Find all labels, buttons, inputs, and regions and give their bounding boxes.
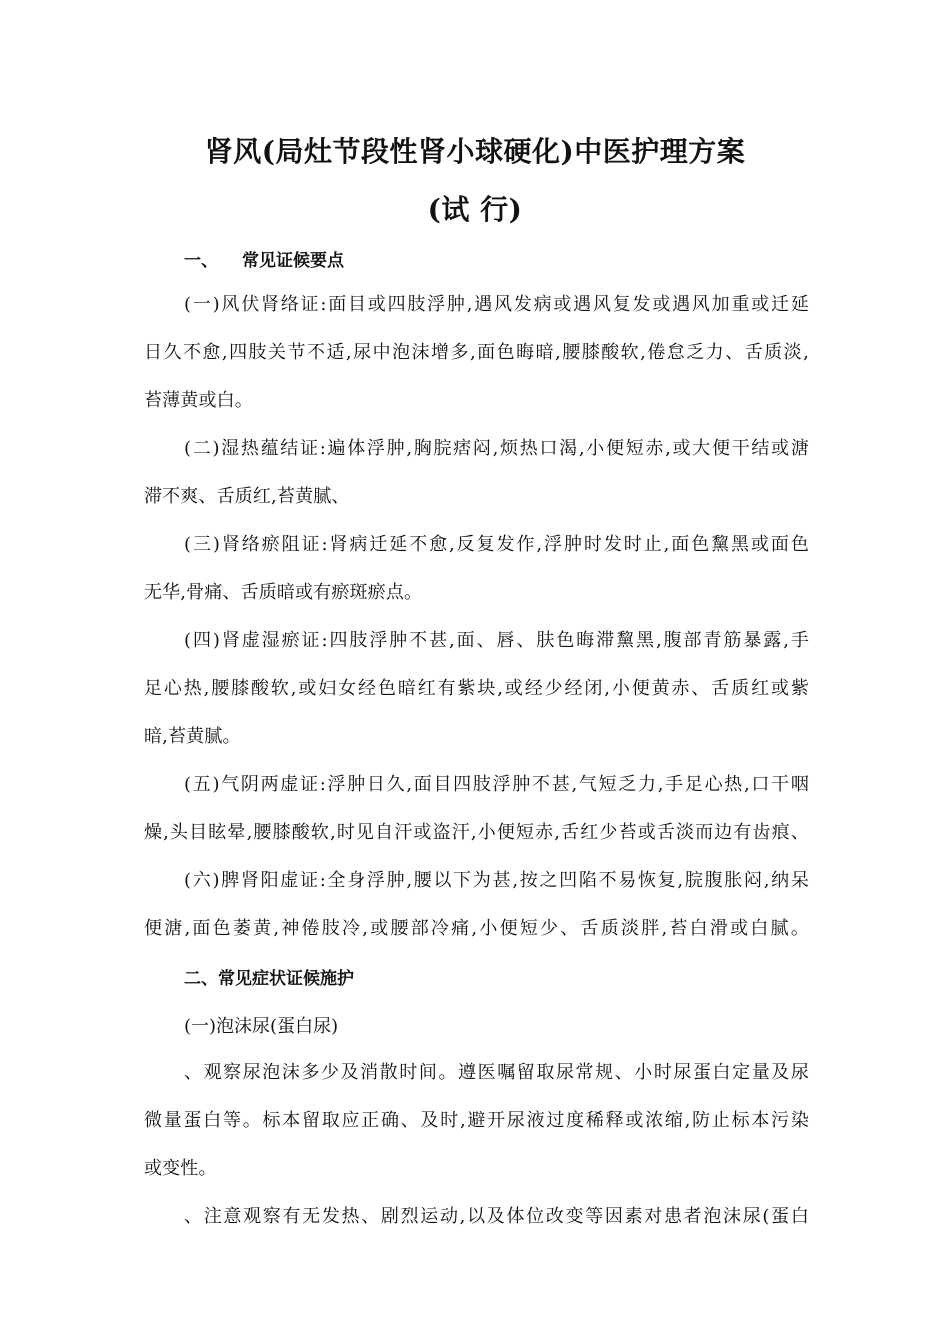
item-line: 、观察尿泡沫多少及消散时间。遵医嘱留取尿常规、小时尿蛋白定量及尿 [184, 1062, 809, 1083]
paragraph-line: 足心热,腰膝酸软,或妇女经色暗红有紫块,或经少经闭,小便黄赤、舌质红或紫 [144, 678, 809, 699]
section-number: 一、 [184, 251, 218, 271]
item-line: 或变性。 [144, 1158, 217, 1179]
section-title: 常见证候要点 [242, 251, 344, 271]
subsection-heading: (一)泡沫尿(蛋白尿) [184, 1016, 339, 1037]
paragraph-line: (三)肾络瘀阻证:肾病迁延不愈,反复发作,浮肿时发时止,面色黧黑或面色 [184, 534, 809, 555]
paragraph-line: 暗,苔黄腻。 [144, 726, 241, 747]
paragraph-line: (二)湿热蕴结证:遍体浮肿,胸脘痞闷,烦热口渴,小便短赤,或大便干结或溏 [184, 438, 809, 459]
paragraph-line: (五)气阴两虚证:浮肿日久,面目四肢浮肿不甚,气短乏力,手足心热,口干咽 [184, 774, 809, 795]
paragraph-line: 苔薄黄或白。 [144, 390, 253, 411]
paragraph-line: (一)风伏肾络证:面目或四肢浮肿,遇风发病或遇风复发或遇风加重或迁延 [184, 294, 809, 315]
paragraph-line: 滞不爽、舌质红,苔黄腻、 [144, 486, 350, 507]
paragraph-line: 日久不愈,四肢关节不适,尿中泡沫增多,面色晦暗,腰膝酸软,倦怠乏力、舌质淡, [144, 342, 809, 363]
paragraph-line: 燥,头目眩晕,腰膝酸软,时见自汗或盗汗,小便短赤,舌红少苔或舌淡而边有齿痕、 [144, 822, 809, 843]
document-title: 肾风(局灶节段性肾小球硬化)中医护理方案 [204, 135, 746, 168]
section-heading-2: 二、常见症状证候施护 [184, 969, 354, 989]
paragraph-line: (六)脾肾阳虚证:全身浮肿,腰以下为甚,按之凹陷不易恢复,脘腹胀闷,纳呆 [184, 870, 809, 891]
paragraph-line: 无华,骨痛、舌质暗或有瘀斑瘀点。 [144, 582, 423, 603]
document-subtitle: (试 行) [427, 193, 523, 226]
section-heading-1 [184, 246, 344, 271]
item-line: 微量蛋白等。标本留取应正确、及时,避开尿液过度稀释或浓缩,防止标本污染 [144, 1110, 809, 1131]
item-line: 、注意观察有无发热、剧烈运动,以及体位改变等因素对患者泡沫尿(蛋白 [184, 1206, 809, 1227]
paragraph-line: (四)肾虚湿瘀证:四肢浮肿不甚,面、唇、肤色晦滞黧黑,腹部青筋暴露,手 [184, 630, 809, 651]
paragraph-line: 便溏,面色萎黄,神倦肢冷,或腰部冷痛,小便短少、舌质淡胖,苔白滑或白腻。 [144, 918, 809, 939]
